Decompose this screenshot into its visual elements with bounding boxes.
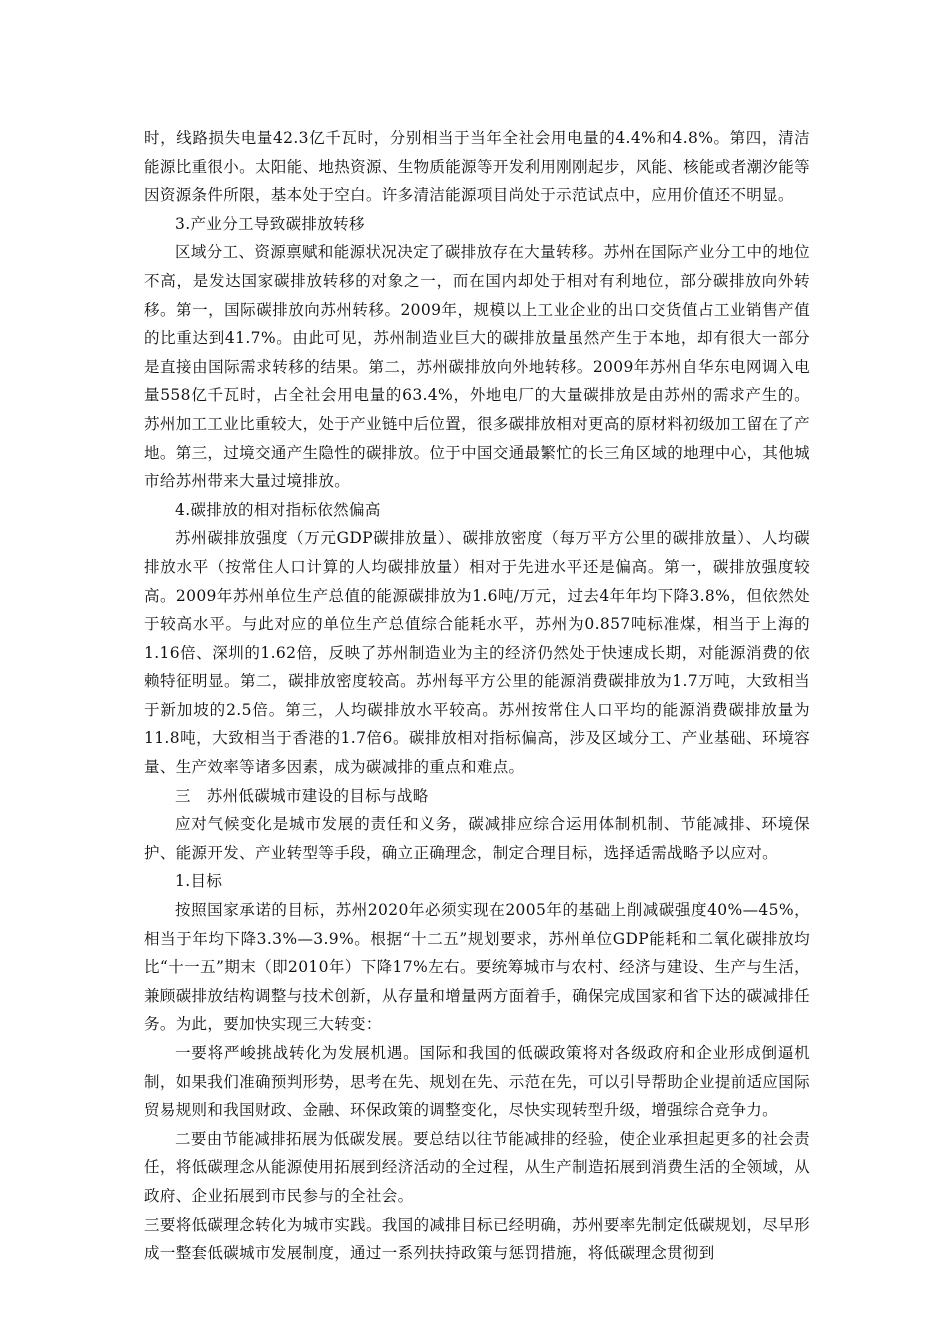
paragraph-2: 区域分工、资源禀赋和能源状况决定了碳排放存在大量转移。苏州在国际产业分工中的地位不高，是发达国家碳排放转移的对象之一，而在国内却处于相对有利地位，部分碳排放向外转移。第一，国际碳排放向苏州转移。2009年，规模以上工业企业的出口交货值占工业销售产值的比重达到41.7%。由此可见，苏州制造业巨大的碳排放量虽然产生于本地，却有很大一部分是直接由国际需求转移的结果。第二，苏州碳排放向外地转移。2009年苏州自华东电网调入电量558亿千瓦时，占全社会用电量的63.4%，外地电厂的大量碳排放是由苏州的需求产生的。苏州加工工业比重较大，处于产业链中后位置，很多碳排放相对更高的原材料初级加工留在了产地。第三，过境交通产生隐性的碳排放。位于中国交通最繁忙的长三角区域的地理中心，其他城市给苏州带来大量过境排放。	[144, 243, 810, 491]
paragraph-5: 按照国家承诺的目标，苏州2020年必须实现在2005年的基础上削减碳强度40%—45%，相当于年均下降3.3%—3.9%。根据“十二五”规划要求，苏州单位GDP能耗和二氧化碳排放均比“十一五”期末（即2010年）下降17%左右。要统筹城市与农村、经济与建设、生产与生活，兼顾碳排放结构调整与技术创新，从存量和增量两方面着手，确保完成国家和省下达的碳减排任务。为此，要加快实现三大转变：	[144, 901, 810, 1034]
paragraph-1: 时，线路损失电量42.3亿千瓦时，分别相当于当年全社会用电量的4.4%和4.8%。第四，清洁能源比重很小。太阳能、地热资源、生物质能源等开发利用刚刚起步，风能、核能或者潮汐能等因资源条件所限，基本处于空白。许多清洁能源项目尚处于示范试点中，应用价值还不明显。	[144, 129, 810, 205]
section-heading-goal: 1.目标	[175, 872, 223, 891]
paragraph-3: 苏州碳排放强度（万元GDP碳排放量）、碳排放密度（每万平方公里的碳排放量）、人均碳排放水平（按常住人口计算的人均碳排放量）相对于先进水平还是偏高。第一，碳排放强度较高。2009年苏州单位生产总值的能源碳排放为1.6吨/万元，过去4年年均下降3.8%，但依然处于较高水平。与此对应的单位生产总值综合能耗水平，苏州为0.857吨标准煤，相当于上海的1.16倍、深圳的1.62倍，反映了苏州制造业为主的经济仍然处于快速成长期，对能源消费的依赖特征明显。第二，碳排放密度较高。苏州每平方公里的能源消费碳排放为1.7万吨，大致相当于新加坡的2.5倍。第三，人均碳排放水平较高。苏州按常住人口平均的能源消费碳排放量为11.8吨，大致相当于香港的1.7倍6。碳排放相对指标偏高，涉及区域分工、产业基础、环境容量、生产效率等诸多因素，成为碳减排的重点和难点。	[144, 529, 810, 777]
paragraph-4: 应对气候变化是城市发展的责任和义务，碳减排应综合运用体制机制、节能减排、环境保护、能源开发、产业转型等手段，确立正确理念，制定合理目标，选择适需战略予以应对。	[144, 815, 810, 862]
paragraph-8: 三要将低碳理念转化为城市实践。我国的减排目标已经明确，苏州要率先制定低碳规划，尽早形成一整套低碳城市发展制度，通过一系列扶持政策与惩罚措施，将低碳理念贯彻到	[144, 1215, 810, 1263]
chapter-heading-3: 三 苏州低碳城市建设的目标与战略	[175, 786, 429, 805]
document-page	[144, 124, 810, 1268]
section-heading-3: 3.产业分工导致碳排放转移	[175, 214, 365, 233]
section-heading-4: 4.碳排放的相对指标依然偏高	[175, 500, 381, 519]
paragraph-6: 一要将严峻挑战转化为发展机遇。国际和我国的低碳政策将对各级政府和企业形成倒逼机制，如果我们准确预判形势，思考在先、规划在先、示范在先，可以引导帮助企业提前适应国际贸易规则和我国财政、金融、环保政策的调整变化，尽快实现转型升级，增强综合竞争力。	[144, 1044, 810, 1120]
paragraph-7: 二要由节能减排拓展为低碳发展。要总结以往节能减排的经验，使企业承担起更多的社会责任，将低碳理念从能源使用拓展到经济活动的全过程，从生产制造拓展到消费生活的全领域，从政府、企业拓展到市民参与的全社会。	[144, 1129, 810, 1205]
